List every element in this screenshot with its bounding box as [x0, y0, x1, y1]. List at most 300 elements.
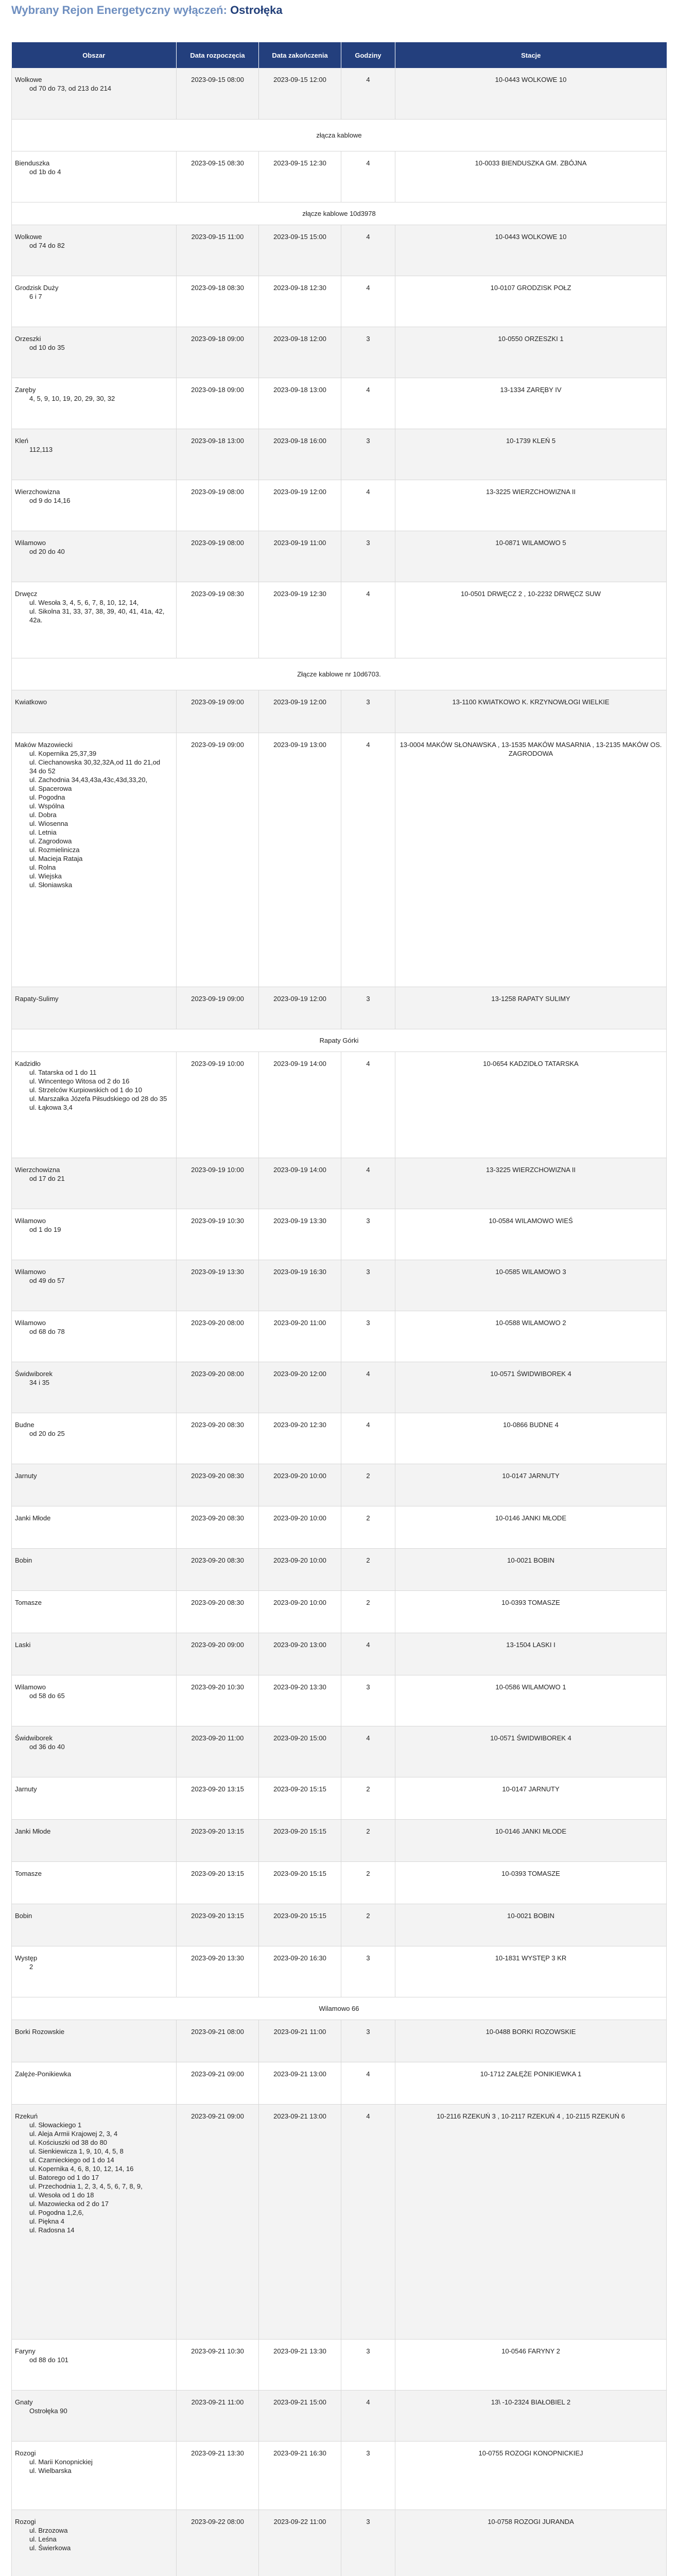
cell-end-date: 2023-09-19 12:30 — [259, 582, 341, 658]
area-address-list — [15, 1742, 173, 1751]
area-address-line: ul. Mazowiecka od 2 do 17 — [29, 2199, 109, 2208]
table-row — [12, 1861, 667, 1904]
table-row — [12, 1819, 667, 1861]
cell-stations: 10-1831 WYSTĘP 3 KR — [395, 1946, 667, 1997]
cell-area — [12, 225, 177, 276]
area-address-line: ul. Marii Konopnickiej — [29, 2458, 93, 2466]
cell-area — [12, 1548, 177, 1590]
table-row — [12, 378, 667, 429]
cell-stations: 10-0871 WILAMOWO 5 — [395, 531, 667, 582]
area-address-line: ul. Kopernika 25,37,39 — [29, 749, 97, 757]
cell-end-date: 2023-09-19 12:00 — [259, 480, 341, 531]
cell-hours: 2 — [341, 1861, 395, 1904]
area-name: Jarnuty — [15, 1785, 37, 1793]
cell-start-date: 2023-09-19 13:30 — [177, 1260, 259, 1311]
cell-start-date: 2023-09-18 09:00 — [177, 378, 259, 429]
cell-hours: 3 — [341, 1209, 395, 1260]
table-row — [12, 151, 667, 202]
cell-hours: 2 — [341, 1464, 395, 1506]
cell-stations: 10-0755 ROZOGI KONOPNICKIEJ — [395, 2441, 667, 2510]
table-row — [12, 1362, 667, 1413]
cell-stations: 10-0571 ŚWIDWIBOREK 4 — [395, 1726, 667, 1777]
area-address-line: od 68 do 78 — [29, 1327, 65, 1335]
area-address-line: ul. Brzozowa — [29, 2526, 68, 2534]
cell-area — [12, 2104, 177, 2339]
area-address-line: ul. Strzelców Kurpiowskich od 1 do 10 — [29, 1086, 142, 1094]
area-name: Wilamowo — [15, 1216, 46, 1225]
cell-end-date: 2023-09-19 11:00 — [259, 531, 341, 582]
cell-stations: 10-0586 WILAMOWO 1 — [395, 1675, 667, 1726]
area-name: Wierzchowizna — [15, 487, 60, 496]
area-address-list — [15, 1225, 173, 1234]
cell-start-date: 2023-09-19 08:00 — [177, 480, 259, 531]
area-name: Tomasze — [15, 1598, 42, 1606]
cell-stations: 10-1712 ZAŁĘŻE PONIKIEWKA 1 — [395, 2062, 667, 2104]
cell-end-date: 2023-09-20 15:15 — [259, 1819, 341, 1861]
cell-stations: 10-0443 WOLKOWE 10 — [395, 68, 667, 119]
cell-stations: 10-0588 WILAMOWO 2 — [395, 1311, 667, 1362]
area-name: Wolkowe — [15, 76, 42, 83]
cell-end-date: 2023-09-21 11:00 — [259, 2020, 341, 2062]
cell-hours: 3 — [341, 690, 395, 733]
cell-area — [12, 2062, 177, 2104]
cell-area — [12, 1052, 177, 1158]
cell-start-date: 2023-09-21 08:00 — [177, 2020, 259, 2062]
cell-area — [12, 151, 177, 202]
area-address-list — [15, 749, 173, 889]
cell-start-date: 2023-09-20 13:15 — [177, 1819, 259, 1861]
area-address-list — [15, 1276, 173, 1285]
cell-start-date: 2023-09-15 08:00 — [177, 68, 259, 119]
cell-area — [12, 1726, 177, 1777]
area-address-line: ul. Łąkowa 3,4 — [29, 1103, 73, 1111]
cell-end-date: 2023-09-20 10:00 — [259, 1590, 341, 1633]
cell-end-date: 2023-09-21 16:30 — [259, 2441, 341, 2510]
cell-end-date: 2023-09-20 15:15 — [259, 1904, 341, 1946]
cell-area — [12, 1506, 177, 1548]
cell-start-date: 2023-09-18 09:00 — [177, 327, 259, 378]
cell-start-date: 2023-09-20 13:15 — [177, 1861, 259, 1904]
cell-stations: 10-0546 FARYNY 2 — [395, 2339, 667, 2390]
cell-start-date: 2023-09-21 13:30 — [177, 2441, 259, 2510]
cell-stations: 10-0866 BUDNE 4 — [395, 1413, 667, 1464]
cell-stations: 13-3225 WIERZCHOWIZNA II — [395, 480, 667, 531]
column-header-start-date[interactable]: Data rozpoczęcia — [177, 42, 259, 68]
table-row — [12, 1633, 667, 1675]
area-address-line: ul. Zagrodowa — [29, 837, 72, 845]
cell-stations: 13-0004 MAKÓW SŁONAWSKA , 13-1535 MAKÓW MASARNIA , 13-2135 MAKÓW OS. ZAGRODOWA — [395, 733, 667, 987]
page-title — [11, 3, 666, 18]
area-address-line: ul. Macieja Rataja — [29, 854, 83, 862]
area-address-line: ul. Wielbarska — [29, 2466, 72, 2475]
cell-end-date: 2023-09-22 11:00 — [259, 2510, 341, 2576]
area-name: Gnaty — [15, 2398, 33, 2406]
cell-end-date: 2023-09-21 13:00 — [259, 2062, 341, 2104]
cell-area — [12, 733, 177, 987]
cell-end-date: 2023-09-18 13:00 — [259, 378, 341, 429]
group-separator-row — [12, 119, 667, 151]
area-address-line: ul. Marszałka Józefa Piłsudskiego od 28 do 35 — [29, 1094, 167, 1103]
table-row — [12, 225, 667, 276]
table-row — [12, 582, 667, 658]
area-name: Janki Młode — [15, 1827, 51, 1835]
area-address-line: od 70 do 73, od 213 do 214 — [29, 84, 112, 92]
cell-area — [12, 1590, 177, 1633]
area-name: Orzeszki — [15, 334, 41, 343]
table-row — [12, 68, 667, 119]
table-row — [12, 1904, 667, 1946]
cell-stations: 10-0585 WILAMOWO 3 — [395, 1260, 667, 1311]
cell-hours: 3 — [341, 531, 395, 582]
page-title-prefix: Wybrany Rejon Energetyczny wyłączeń: — [11, 4, 231, 16]
cell-end-date: 2023-09-18 12:00 — [259, 327, 341, 378]
area-name: Występ — [15, 1954, 38, 1962]
cell-hours: 2 — [341, 1819, 395, 1861]
area-address-line: ul. Aleja Armii Krajowej 2, 3, 4 — [29, 2129, 118, 2138]
area-address-list — [15, 2355, 173, 2364]
cell-end-date: 2023-09-19 16:30 — [259, 1260, 341, 1311]
area-address-list — [15, 1429, 173, 1438]
cell-hours: 4 — [341, 2104, 395, 2339]
cell-area — [12, 1464, 177, 1506]
table-row — [12, 1548, 667, 1590]
cell-stations: 10-2116 RZEKUŃ 3 , 10-2117 RZEKUŃ 4 , 10-2115 RZEKUŃ 6 — [395, 2104, 667, 2339]
area-name: Wilamowo — [15, 1683, 46, 1691]
cell-area — [12, 378, 177, 429]
cell-stations: 13\ -10-2324 BIAŁOBIEL 2 — [395, 2390, 667, 2441]
cell-start-date: 2023-09-22 08:00 — [177, 2510, 259, 2576]
cell-end-date: 2023-09-18 12:30 — [259, 276, 341, 327]
column-header-stations[interactable]: Stacje — [395, 42, 667, 68]
cell-start-date: 2023-09-19 09:00 — [177, 987, 259, 1029]
cell-end-date: 2023-09-20 11:00 — [259, 1311, 341, 1362]
cell-hours: 4 — [341, 1052, 395, 1158]
cell-area — [12, 1675, 177, 1726]
cell-hours: 4 — [341, 1362, 395, 1413]
cell-hours: 2 — [341, 1548, 395, 1590]
area-name: Wilamowo — [15, 538, 46, 547]
table-row — [12, 1506, 667, 1548]
cell-area — [12, 1260, 177, 1311]
table-row — [12, 531, 667, 582]
area-address-list — [15, 394, 173, 403]
cell-stations: 10-0107 GRODZISK POŁZ — [395, 276, 667, 327]
table-row — [12, 1260, 667, 1311]
table-row — [12, 1158, 667, 1209]
cell-start-date: 2023-09-20 08:30 — [177, 1413, 259, 1464]
cell-start-date: 2023-09-19 10:00 — [177, 1052, 259, 1158]
cell-stations: 10-0758 ROZOGI JURANDA — [395, 2510, 667, 2576]
cell-end-date: 2023-09-19 13:30 — [259, 1209, 341, 1260]
table-header — [12, 42, 667, 68]
area-address-list — [15, 1068, 173, 1112]
area-name: Laski — [15, 1640, 31, 1649]
cell-end-date: 2023-09-20 15:00 — [259, 1726, 341, 1777]
area-name: Wierzchowizna — [15, 1165, 60, 1174]
cell-start-date: 2023-09-18 08:30 — [177, 276, 259, 327]
table-row — [12, 2441, 667, 2510]
area-name: Bobin — [15, 1556, 32, 1564]
cell-hours: 3 — [341, 2020, 395, 2062]
table-row — [12, 733, 667, 987]
cell-hours: 2 — [341, 1506, 395, 1548]
cell-hours: 3 — [341, 987, 395, 1029]
cell-end-date: 2023-09-21 13:30 — [259, 2339, 341, 2390]
area-address-line: ul. Sikolna 31, 33, 37, 38, 39, 40, 41, 41a, 42, — [29, 607, 165, 615]
cell-hours: 4 — [341, 2062, 395, 2104]
table-row — [12, 1946, 667, 1997]
area-address-line: ul. Wiosenna — [29, 819, 68, 827]
area-address-line: od 49 do 57 — [29, 1276, 65, 1284]
cell-end-date: 2023-09-15 15:00 — [259, 225, 341, 276]
cell-area — [12, 429, 177, 480]
group-separator-label: Wilamowo 66 — [12, 1997, 667, 2020]
area-name: Rapaty-Sulimy — [15, 994, 59, 1003]
cell-area — [12, 2020, 177, 2062]
table-row — [12, 1726, 667, 1777]
area-name: Kadzidło — [15, 1059, 41, 1067]
cell-end-date: 2023-09-20 10:00 — [259, 1548, 341, 1590]
area-address-list — [15, 496, 173, 505]
area-address-line: ul. Kościuszki od 38 do 80 — [29, 2138, 108, 2146]
table-row — [12, 1777, 667, 1819]
cell-area — [12, 1904, 177, 1946]
cell-start-date: 2023-09-21 10:30 — [177, 2339, 259, 2390]
area-address-list — [15, 2121, 173, 2234]
cell-start-date: 2023-09-21 09:00 — [177, 2062, 259, 2104]
area-name: Grodzisk Duży — [15, 283, 59, 292]
cell-start-date: 2023-09-18 13:00 — [177, 429, 259, 480]
cell-hours: 4 — [341, 1726, 395, 1777]
area-address-line: ul. Batorego od 1 do 17 — [29, 2173, 99, 2181]
cell-area — [12, 1209, 177, 1260]
area-address-line: ul. Ciechanowska 30,32,32A,od 11 do 21,od — [29, 758, 161, 766]
area-address-list — [15, 292, 173, 301]
area-name: Jarnuty — [15, 1471, 37, 1480]
area-address-line: ul. Wiejska — [29, 872, 62, 880]
cell-area — [12, 2390, 177, 2441]
cell-area — [12, 1777, 177, 1819]
cell-area — [12, 1946, 177, 1997]
area-address-list — [15, 241, 173, 250]
cell-start-date: 2023-09-20 08:00 — [177, 1311, 259, 1362]
group-separator-row — [12, 658, 667, 690]
cell-end-date: 2023-09-20 15:15 — [259, 1861, 341, 1904]
cell-hours: 4 — [341, 582, 395, 658]
cell-end-date: 2023-09-20 13:30 — [259, 1675, 341, 1726]
cell-start-date: 2023-09-20 08:30 — [177, 1548, 259, 1590]
area-name: Zalęże-Ponikiewka — [15, 2070, 72, 2078]
cell-start-date: 2023-09-20 13:30 — [177, 1946, 259, 1997]
area-address-line: ul. Wincentego Witosa od 2 do 16 — [29, 1077, 130, 1085]
cell-stations: 10-0033 BIENDUSZKA GM. ZBÓJNA — [395, 151, 667, 202]
cell-hours: 4 — [341, 2390, 395, 2441]
area-address-list — [15, 84, 173, 93]
cell-stations: 10-0571 ŚWIDWIBOREK 4 — [395, 1362, 667, 1413]
area-address-line: ul. Wesoła 3, 4, 5, 6, 7, 8, 10, 12, 14, — [29, 598, 139, 606]
table-row — [12, 1675, 667, 1726]
area-address-line: ul. Piękna 4 — [29, 2217, 64, 2225]
cell-end-date: 2023-09-18 16:00 — [259, 429, 341, 480]
area-address-line: ul. Dobra — [29, 810, 57, 819]
column-header-area[interactable]: Obszar — [12, 42, 177, 68]
cell-start-date: 2023-09-19 08:00 — [177, 531, 259, 582]
column-header-end-date[interactable]: Data zakończenia — [259, 42, 341, 68]
cell-hours: 4 — [341, 378, 395, 429]
area-name: Maków Mazowiecki — [15, 740, 73, 749]
area-address-line: od 1b do 4 — [29, 167, 61, 176]
area-address-line: 2 — [29, 1962, 33, 1971]
cell-start-date: 2023-09-19 09:00 — [177, 733, 259, 987]
area-address-line: 4, 5, 9, 10, 19, 20, 29, 30, 32 — [29, 394, 115, 402]
area-address-list — [15, 1378, 173, 1387]
area-address-line: ul. Rolna — [29, 863, 56, 871]
area-address-line: Ostrołęka 90 — [29, 2406, 67, 2415]
area-name: Janki Młode — [15, 1514, 51, 1522]
cell-hours: 4 — [341, 68, 395, 119]
area-address-line: ul. Radosna 14 — [29, 2226, 75, 2234]
area-address-line: 34 do 52 — [29, 767, 56, 775]
area-address-line: od 74 do 82 — [29, 241, 65, 249]
area-address-line: ul. Wspólna — [29, 802, 64, 810]
area-name: Bobin — [15, 1911, 32, 1920]
cell-start-date: 2023-09-15 08:30 — [177, 151, 259, 202]
cell-area — [12, 987, 177, 1029]
cell-area — [12, 2339, 177, 2390]
area-address-line: od 20 do 40 — [29, 547, 65, 555]
cell-area — [12, 1158, 177, 1209]
table-row — [12, 690, 667, 733]
cell-hours: 3 — [341, 2339, 395, 2390]
cell-hours: 3 — [341, 429, 395, 480]
table-row — [12, 1209, 667, 1260]
cell-area — [12, 327, 177, 378]
table-row — [12, 327, 667, 378]
area-name: Kwiatkowo — [15, 698, 47, 706]
table-row — [12, 480, 667, 531]
cell-end-date: 2023-09-20 13:00 — [259, 1633, 341, 1675]
area-address-line: ul. Słowackiego 1 — [29, 2121, 82, 2129]
area-name: Zaręby — [15, 385, 36, 394]
cell-area — [12, 2441, 177, 2510]
cell-area — [12, 1311, 177, 1362]
cell-stations: 10-0021 BOBIN — [395, 1548, 667, 1590]
cell-hours: 4 — [341, 480, 395, 531]
cell-stations: 10-0393 TOMASZE — [395, 1590, 667, 1633]
cell-area — [12, 276, 177, 327]
cell-start-date: 2023-09-20 08:00 — [177, 1362, 259, 1413]
page-title-region: Ostrołęka — [230, 4, 283, 16]
table-row — [12, 2510, 667, 2576]
area-address-list — [15, 1691, 173, 1700]
cell-start-date: 2023-09-20 08:30 — [177, 1506, 259, 1548]
group-separator-label: złącza kablowe — [12, 119, 667, 151]
group-separator-row — [12, 202, 667, 225]
cell-start-date: 2023-09-20 09:00 — [177, 1633, 259, 1675]
area-address-list — [15, 1174, 173, 1183]
cell-end-date: 2023-09-21 15:00 — [259, 2390, 341, 2441]
area-address-line: ul. Tatarska od 1 do 11 — [29, 1068, 97, 1076]
table-row — [12, 1311, 667, 1362]
cell-stations: 10-0146 JANKI MŁODE — [395, 1819, 667, 1861]
cell-hours: 3 — [341, 327, 395, 378]
area-address-list — [15, 2406, 173, 2415]
column-header-hours[interactable]: Godziny — [341, 42, 395, 68]
cell-stations: 10-0393 TOMASZE — [395, 1861, 667, 1904]
table-row — [12, 1590, 667, 1633]
area-address-line: 112,113 — [29, 445, 53, 453]
cell-hours: 3 — [341, 2441, 395, 2510]
table-row — [12, 987, 667, 1029]
cell-hours: 4 — [341, 733, 395, 987]
cell-start-date: 2023-09-20 10:30 — [177, 1675, 259, 1726]
area-name: Wilamowo — [15, 1267, 46, 1276]
cell-end-date: 2023-09-19 12:00 — [259, 987, 341, 1029]
cell-area — [12, 68, 177, 119]
cell-area — [12, 1819, 177, 1861]
area-name: Faryny — [15, 2347, 36, 2355]
cell-hours: 3 — [341, 1675, 395, 1726]
area-address-list — [15, 2526, 173, 2552]
area-address-line: ul. Pogodna 1,2,6, — [29, 2208, 84, 2216]
cell-area — [12, 1413, 177, 1464]
cell-area — [12, 531, 177, 582]
area-name: Rozogi — [15, 2449, 36, 2457]
cell-stations: 13-1258 RAPATY SULIMY — [395, 987, 667, 1029]
area-address-line: ul. Kopernika 4, 6, 8, 10, 12, 14, 16 — [29, 2164, 134, 2173]
cell-stations: 10-0443 WOLKOWE 10 — [395, 225, 667, 276]
area-address-line: od 17 do 21 — [29, 1174, 65, 1182]
table-row — [12, 1464, 667, 1506]
area-address-line: ul. Spacerowa — [29, 784, 72, 792]
cell-end-date: 2023-09-15 12:30 — [259, 151, 341, 202]
group-separator-label: Złącze kablowe nr 10d6703. — [12, 658, 667, 690]
area-address-line: ul. Pogodna — [29, 793, 65, 801]
area-name: Drwęcz — [15, 589, 38, 598]
cell-end-date: 2023-09-20 16:30 — [259, 1946, 341, 1997]
area-address-line: od 1 do 19 — [29, 1225, 61, 1233]
group-separator-row — [12, 1029, 667, 1052]
cell-start-date: 2023-09-20 11:00 — [177, 1726, 259, 1777]
table-row — [12, 1413, 667, 1464]
cell-end-date: 2023-09-20 12:00 — [259, 1362, 341, 1413]
cell-start-date: 2023-09-19 08:30 — [177, 582, 259, 658]
cell-area — [12, 1362, 177, 1413]
cell-hours: 3 — [341, 1311, 395, 1362]
cell-end-date: 2023-09-20 12:30 — [259, 1413, 341, 1464]
cell-end-date: 2023-09-15 12:00 — [259, 68, 341, 119]
table-row — [12, 1052, 667, 1158]
area-address-line: ul. Czarnieckiego od 1 do 14 — [29, 2156, 114, 2164]
cell-stations: 13-1100 KWIATKOWO K. KRZYNOWŁOGI WIELKIE — [395, 690, 667, 733]
area-address-line: od 36 do 40 — [29, 1742, 65, 1751]
cell-hours: 4 — [341, 1413, 395, 1464]
cell-hours: 4 — [341, 1633, 395, 1675]
area-address-line: od 58 do 65 — [29, 1691, 65, 1700]
area-address-line: ul. Sienkiewicza 1, 9, 10, 4, 5, 8 — [29, 2147, 124, 2155]
area-address-line: ul. Przechodnia 1, 2, 3, 4, 5, 6, 7, 8, 9, — [29, 2182, 143, 2190]
area-name: Budne — [15, 1420, 34, 1429]
cell-stations: 10-0147 JARNUTY — [395, 1777, 667, 1819]
cell-hours: 4 — [341, 225, 395, 276]
cell-hours: 2 — [341, 1777, 395, 1819]
cell-stations: 10-0654 KADZIDŁO TATARSKA — [395, 1052, 667, 1158]
area-name: Świdwiborek — [15, 1734, 53, 1742]
cell-area — [12, 1633, 177, 1675]
table-row — [12, 2339, 667, 2390]
cell-stations: 13-3225 WIERZCHOWIZNA II — [395, 1158, 667, 1209]
group-separator-row — [12, 1997, 667, 2020]
